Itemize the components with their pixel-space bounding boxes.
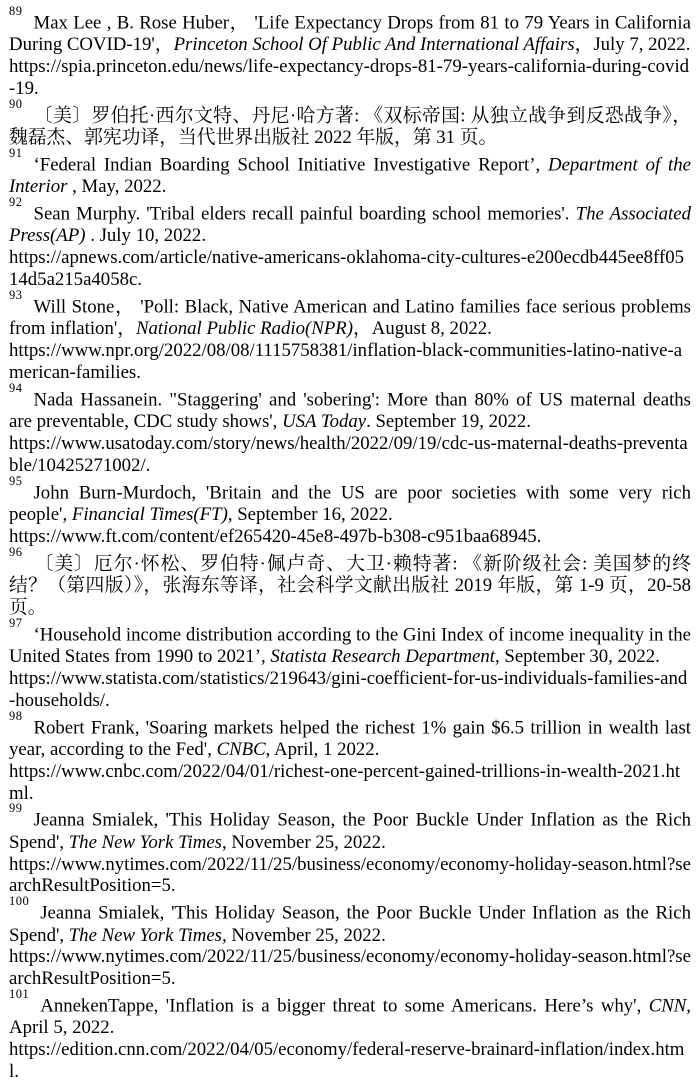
footnote-text: ‘Federal Indian Boarding School Initiative Investigative Report’,: [33, 154, 548, 176]
footnote-text: . July 10, 2022.: [85, 225, 207, 247]
footnote-text: . September 19, 2022.: [366, 411, 531, 432]
footnote-number: 91: [9, 145, 23, 160]
footnote-text: , November 25, 2022.: [221, 831, 386, 853]
footnote-url: https://www.npr.org/2022/08/08/1115758381/inflation-black-communities-latino-native-american-families.: [9, 340, 683, 383]
footnote-text: Sean Murphy. 'Tribal elders recall painful boarding school memories'.: [33, 203, 576, 225]
source-title-italic: National Public Radio(NPR): [136, 318, 354, 340]
footnote-url: https://edition.cnn.com/2022/04/05/economy/federal-reserve-brainard-inflation/index.html.: [9, 1039, 685, 1083]
footnote-url: https://www.ft.com/content/ef265420-45e8-497b-b308-c951baa68945.: [9, 525, 542, 547]
footnote-text: AnnekenTappe, 'Inflation is a bigger threat to some Americans. Here’s why',: [40, 995, 649, 1017]
source-title-italic: Financial Times(FT),: [71, 503, 233, 525]
footnote-text: ，August 8, 2022.: [353, 318, 492, 340]
footnote-number: 90: [9, 96, 23, 111]
source-title-italic: CNN,: [648, 995, 691, 1017]
footnote: [9, 615, 691, 712]
footnote: [9, 287, 691, 384]
footnote: [9, 987, 691, 1083]
footnote: [9, 894, 691, 990]
footnote-text: ‘Household income distribution according to the Gini Index of income inequality in the United States from 1990 to 2021’,: [9, 623, 691, 667]
footnote-text: John Burn-Murdoch, 'Britain and the US are poor societies with some very rich people',: [9, 481, 691, 525]
source-title-italic: Princeton School Of Public And International Affairs: [173, 34, 575, 56]
footnote-text: 〔美〕罗伯托·西尔文特、丹尼·哈方著: 《双标帝国: 从独立战争到反恐战争》，魏磊杰、郭宪功译，当代世界出版社 2022 年版，第 31 页。: [9, 105, 691, 149]
footnote-text: ，July 7, 2022.: [574, 34, 691, 56]
footnote-url: https://www.nytimes.com/2022/11/25/business/economy/economy-holiday-season.html?searchResultPosition=5.: [9, 853, 691, 897]
footnote-number: 98: [9, 708, 23, 723]
footnote-number: 97: [9, 615, 23, 630]
footnote-url: https://spia.princeton.edu/news/life-expectancy-drops-81-79-years-california-during-covid-19.: [9, 56, 690, 99]
footnote-text: , April, 1 2022.: [265, 738, 380, 760]
footnote-text: September 16, 2022.: [232, 503, 393, 525]
footnote-text: Will Stone， 'Poll: Black, Native American and Latino families face serious problems from inflation'，: [9, 296, 691, 340]
source-title-italic: The New York Times: [68, 831, 222, 853]
footnote-number: 101: [9, 987, 30, 1002]
footnote-number: 94: [9, 380, 23, 395]
source-title-italic: Department of the Interior: [9, 154, 691, 198]
footnote-text: Robert Frank, 'Soaring markets helped the richest 1% gain $6.5 trillion in wealth last year, according to the Fed',: [9, 716, 691, 760]
footnote-number: 89: [9, 4, 23, 18]
footnote: [9, 195, 691, 291]
footnote-url: https://www.nytimes.com/2022/11/25/business/economy/economy-holiday-season.html?searchResultPosition=5.: [9, 946, 691, 990]
footnote-number: 100: [9, 894, 30, 909]
footnote: [9, 801, 691, 897]
footnote-url: https://www.usatoday.com/story/news/health/2022/09/19/cdc-us-maternal-deaths-preventable/10425271002/.: [9, 432, 688, 476]
footnote-number: 95: [9, 473, 23, 488]
footnote-number: 99: [9, 801, 23, 816]
source-title-italic: The New York Times,: [68, 924, 227, 946]
footnote-text: Jeanna Smialek, 'This Holiday Season, the Poor Buckle Under Inflation as the Rich Spend',: [9, 809, 691, 853]
source-title-italic: CNBC: [216, 738, 266, 760]
footnote: [9, 380, 691, 477]
footnote-text: Jeanna Smialek, 'This Holiday Season, the Poor Buckle Under Inflation as the Rich Spend',: [9, 902, 691, 946]
footnote-number: 93: [9, 287, 23, 302]
source-title-italic: Statista Research Department: [270, 645, 495, 667]
footnote: [9, 473, 691, 548]
footnote-url: https://www.cnbc.com/2022/04/01/richest-one-percent-gained-trillions-in-wealth-2021.html.: [9, 760, 681, 804]
footnote-text: 〔美〕厄尔·怀松、罗伯特·佩卢奇、大卫·赖特著: 《新阶级社会: 美国梦的终结？（第四版）》，张海东等译，社会科学文献出版社 2019 年版，第 1-9 页，20-58 页。: [9, 552, 691, 618]
footnote: [9, 145, 691, 198]
footnote: [9, 96, 691, 149]
footnote-text: , September 30, 2022.: [495, 645, 660, 667]
source-title-italic: USA Today: [282, 411, 367, 432]
footnote-text: , May, 2022.: [67, 176, 167, 198]
footnote-text: April 5, 2022.: [9, 1017, 115, 1039]
footnote-number: 92: [9, 195, 23, 210]
footnote-number: 96: [9, 544, 23, 559]
footnote-text: Max Lee , B. Rose Huber， 'Life Expectancy Drops from 81 to 79 Years in California During COVID-19'，: [9, 12, 691, 56]
footnote: [9, 4, 691, 100]
footnote-text: Nada Hassanein. "Staggering' and 'sobering': More than 80% of US maternal deaths are preventable, CDC study shows',: [9, 389, 691, 432]
footnote: [9, 708, 691, 805]
footnote-text: November 25, 2022.: [226, 924, 386, 946]
footnote-url: https://apnews.com/article/native-americans-oklahoma-city-cultures-e200ecdb445ee8ff0514d5a215a4058c.: [9, 247, 684, 291]
footnote: [9, 544, 691, 619]
source-title-italic: The Associated Press(AP): [9, 203, 691, 247]
footnotes-list: [9, 4, 691, 1083]
footnote-url: https://www.statista.com/statistics/219643/gini-coefficient-for-us-individuals-families-and-households/.: [9, 667, 688, 711]
